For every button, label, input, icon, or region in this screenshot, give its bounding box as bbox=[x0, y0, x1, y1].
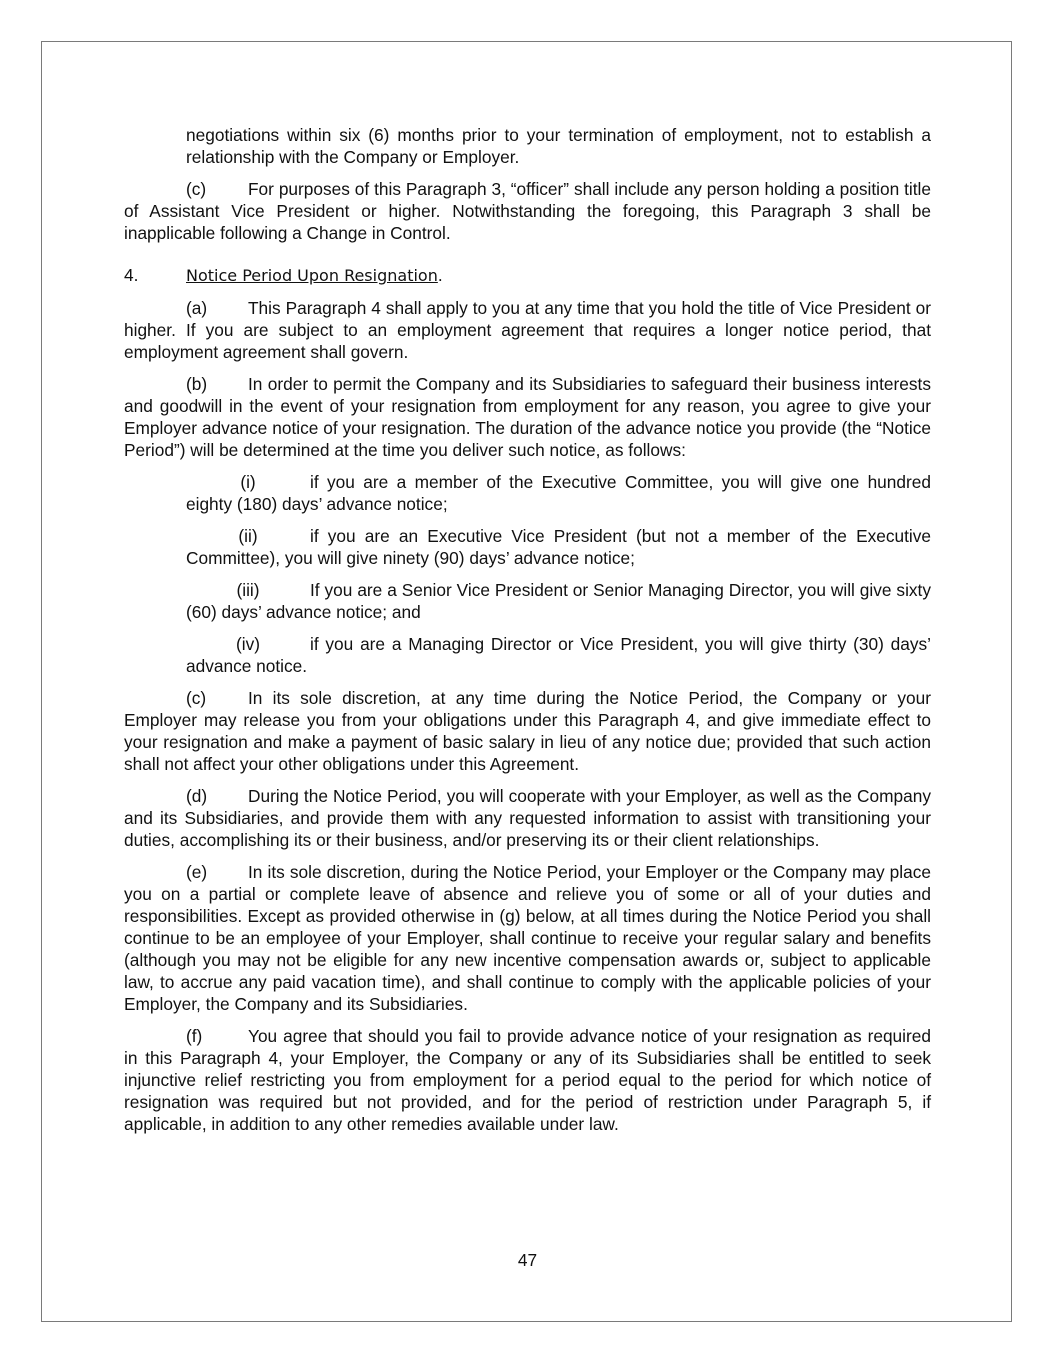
paragraph-3c bbox=[124, 178, 931, 244]
paragraph-4c bbox=[124, 687, 931, 775]
sub-item-i bbox=[186, 471, 931, 515]
sub-item-iv-label: (iv) bbox=[236, 634, 260, 654]
sub-item-iii bbox=[186, 579, 931, 623]
document-body bbox=[124, 124, 931, 1145]
paragraph-4a-text: This Paragraph 4 shall apply to you at any time that you hold the title of Vice President or higher. If you are subject to an employment agreement that requires a longer notice period, that employment agreement shall govern. bbox=[124, 298, 931, 362]
paragraph-4c-text: In its sole discretion, at any time during the Notice Period, the Company or your Employer may release you from your obligations under this Paragraph 4, and give immediate effect to your resignation and make a payment of basic salary in lieu of any notice due; provided that such action shall not affect your other obligations under this Agreement. bbox=[124, 688, 931, 774]
sub-item-i-label: (i) bbox=[240, 472, 256, 492]
paragraph-4b-label: (b) bbox=[186, 374, 208, 394]
paragraph-4a bbox=[124, 297, 931, 363]
paragraph-4f-label: (f) bbox=[186, 1026, 203, 1046]
section-4-title-suffix: . bbox=[437, 265, 443, 285]
paragraph-4a-label: (a) bbox=[186, 298, 208, 318]
sub-item-ii-label: (ii) bbox=[238, 526, 258, 546]
paragraph-3c-label: (c) bbox=[186, 179, 207, 199]
sub-item-ii-text: if you are an Executive Vice President (but not a member of the Executive Committee), you will give ninety (90) days’ advance notice; bbox=[186, 526, 931, 568]
paragraph-4b-text: In order to permit the Company and its Subsidiaries to safeguard their business interests and goodwill in the event of your resignation from employment for any reason, you agree to give your Employer advance notice of your resignation. The duration of the advance notice you provide (the “Notice Period”) will be determined at the time you deliver such notice, as follows: bbox=[124, 374, 931, 460]
page-number: 47 bbox=[517, 1250, 538, 1270]
continuation-paragraph: negotiations within six (6) months prior to your termination of employment, not to establish a relationship with the Company or Employer. bbox=[186, 125, 931, 167]
sub-item-iii-text: If you are a Senior Vice President or Senior Managing Director, you will give sixty (60) days’ advance notice; and bbox=[186, 580, 931, 622]
paragraph-4d-text: During the Notice Period, you will cooperate with your Employer, as well as the Company and its Subsidiaries, and provide them with any requested information to assist with transitioning your duties, accomplishing its or their business, and/or preserving its or their client relationships. bbox=[124, 786, 931, 850]
sub-item-i-text: if you are a member of the Executive Committee, you will give one hundred eighty (180) days’ advance notice; bbox=[186, 472, 931, 514]
paragraph-4e bbox=[124, 861, 931, 1015]
section-4-heading bbox=[124, 264, 931, 287]
paragraph-4d bbox=[124, 785, 931, 851]
paragraph-3c-text: For purposes of this Paragraph 3, “officer” shall include any person holding a position title of Assistant Vice President or higher. Notwithstanding the foregoing, this Paragraph 3 shall be inapplicable following a Change in Control. bbox=[124, 179, 931, 243]
sub-item-iii-label: (iii) bbox=[236, 580, 260, 600]
paragraph-4d-label: (d) bbox=[186, 786, 208, 806]
section-4-number: 4. bbox=[124, 265, 139, 285]
paragraph-4e-text: In its sole discretion, during the Notice Period, your Employer or the Company may place you on a partial or complete leave of absence and relieve you of some or all of your duties and responsibilities. Except as provided otherwise in (g) below, at all times during the Notice Period you shall continue to be an employee of your Employer, shall continue to receive your regular salary and benefits (although you may not be eligible for any new incentive compensation awards or, subject to applicable law, to accrue any paid vacation time), and shall continue to comply with the applicable policies of your Employer, the Company and its Subsidiaries. bbox=[124, 862, 931, 1014]
paragraph-4b bbox=[124, 373, 931, 461]
sub-item-iv-text: if you are a Managing Director or Vice President, you will give thirty (30) days’ advance notice. bbox=[186, 634, 931, 676]
paragraph-4f bbox=[124, 1025, 931, 1135]
sub-item-iv bbox=[186, 633, 931, 677]
paragraph-4e-label: (e) bbox=[186, 862, 208, 882]
section-4-title: Notice Period Upon Resignation bbox=[186, 266, 438, 285]
paragraph-4f-text: You agree that should you fail to provide advance notice of your resignation as required in this Paragraph 4, your Employer, the Company or any of its Subsidiaries shall be entitled to seek injunctive relief restricting you from employment for a period equal to the period for which notice of resignation was required but not provided, and for the period of restriction under Paragraph 5, if applicable, in addition to any other remedies available under law. bbox=[124, 1026, 931, 1134]
paragraph-4c-label: (c) bbox=[186, 688, 207, 708]
sub-item-ii bbox=[186, 525, 931, 569]
